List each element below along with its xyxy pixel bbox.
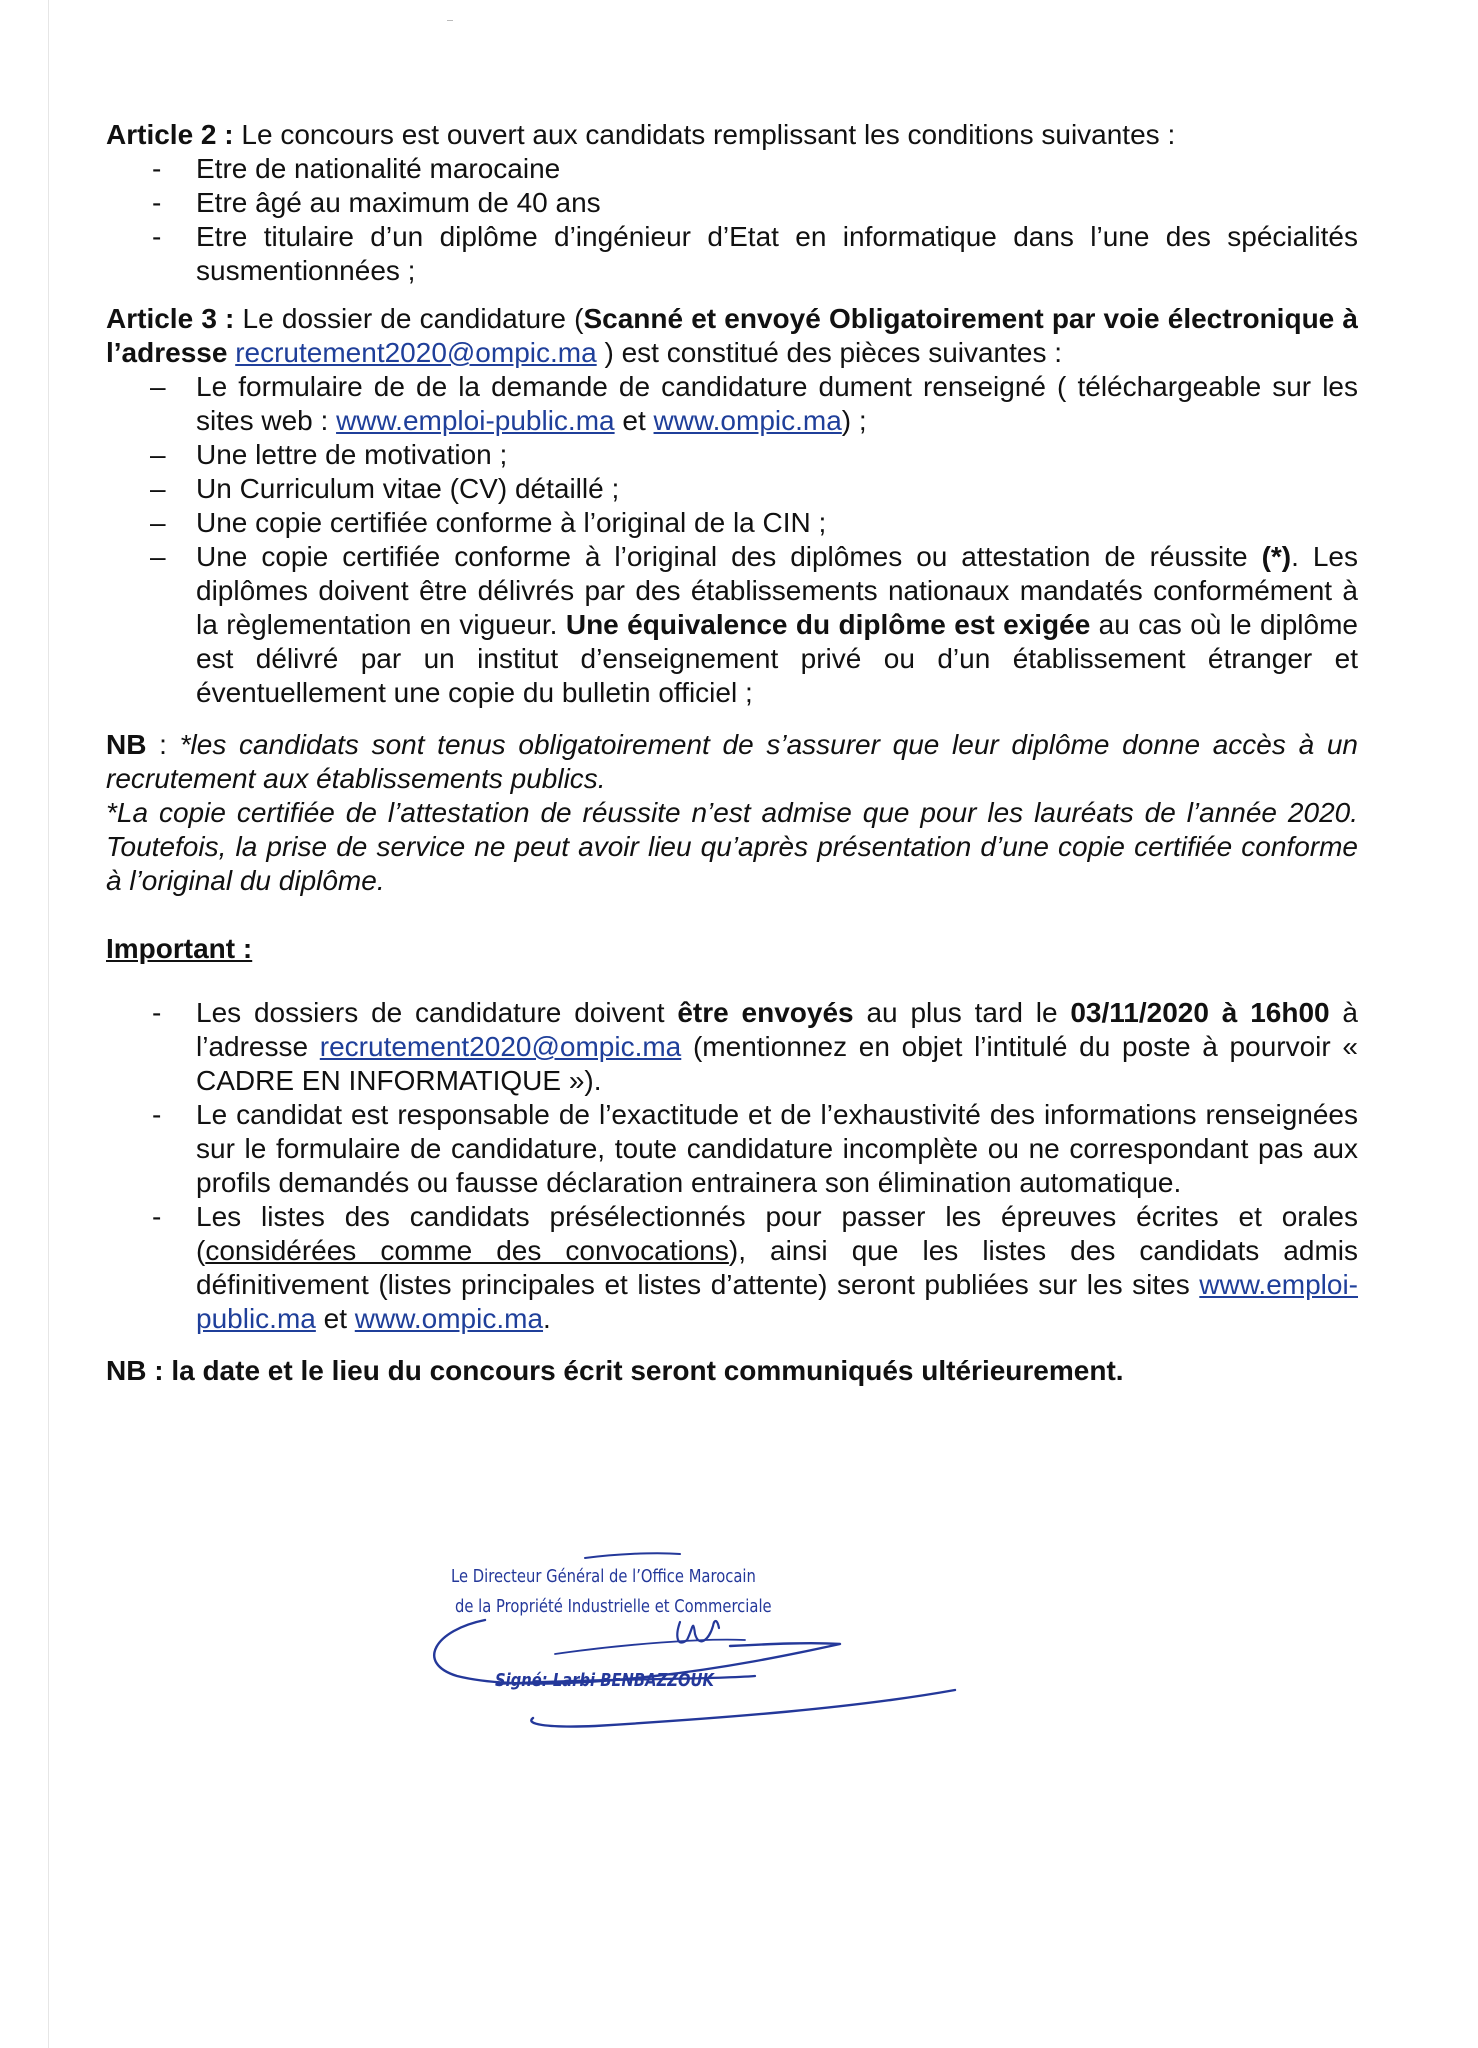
scan-speck xyxy=(447,20,453,21)
emploi-public-link[interactable]: www.emploi-public.ma xyxy=(196,1269,1358,1334)
emploi-public-link[interactable]: www.emploi-public.ma xyxy=(336,405,615,436)
signature-signed-name: Signé: Larbi BENBAZZOUK xyxy=(495,1670,714,1691)
nb-note-2: *La copie certifiée de l’attestation de réussite n’est admise que pour les lauréats de l’année 2020. Toutefois, la prise de service ne peut avoir lieu qu’après présentation d’une copie certifiée conforme à l’original du diplôme. xyxy=(106,797,1358,896)
punctuation: ) ; xyxy=(841,405,867,436)
deadline-bold-sent: être envoyés xyxy=(677,997,854,1028)
article-2-section xyxy=(106,118,1358,288)
bullet-dash: - xyxy=(152,997,162,1028)
bullet-dash: - xyxy=(152,221,162,252)
list-item xyxy=(106,472,1358,506)
equivalence-bold-text: Une équivalence du diplôme est exigée xyxy=(565,609,1091,640)
list-item xyxy=(106,220,1358,288)
deadline-text-2: au plus tard le xyxy=(853,997,1071,1028)
article-3-label: Article 3 : xyxy=(106,303,235,334)
nb-note-1-text: *les candidats sont tenus obligatoirement de s’assurer que leur diplôme donne accès à un recrutement aux établissements publics. xyxy=(106,729,1358,794)
bullet-dash: - xyxy=(152,1099,162,1130)
nb-separator: : xyxy=(146,729,180,760)
responsibility-text: Le candidat est responsable de l’exactitude et de l’exhaustivité des informations renseignées sur le formulaire de candidature, toute candidature incomplète ou ne correspondant pas aux profils demandés ou fausse déclaration entrainera son élimination automatique. xyxy=(196,1099,1358,1198)
article-3-intro xyxy=(106,302,1358,370)
nb-final-note: NB : la date et le lieu du concours écrit seront communiqués ultérieurement. xyxy=(106,1355,1124,1386)
conjunction: et xyxy=(614,405,654,436)
bullet-dash: – xyxy=(150,541,166,572)
email-link[interactable]: recrutement2020@ompic.ma xyxy=(319,1031,682,1062)
document-cin-copy: Une copie certifiée conforme à l’original de la CIN ; xyxy=(196,507,827,538)
condition-age: Etre âgé au maximum de 40 ans xyxy=(196,187,601,218)
diploma-text: . Les diplômes doivent être délivrés par des établissements nationaux mandatés conformément à la règlementation en vigueur. xyxy=(196,541,1359,640)
ompic-link[interactable]: www.ompic.ma xyxy=(653,405,842,436)
bullet-dash: - xyxy=(152,187,162,218)
article-3-text-end: ) est constitué des pièces suivantes : xyxy=(596,337,1063,368)
convocations-underlined: considérées comme des convocations xyxy=(205,1235,729,1266)
nb-note-1 xyxy=(106,728,1358,796)
important-heading: Important : xyxy=(106,933,253,964)
bullet-dash: - xyxy=(152,1201,162,1232)
bullet-dash: – xyxy=(150,507,166,538)
list-item xyxy=(106,1200,1358,1336)
signature-title-line-1: Le Directeur Général de l’Office Marocain xyxy=(451,1566,756,1587)
scan-edge-line xyxy=(48,0,49,2048)
important-list xyxy=(106,996,1358,1336)
nb-label: NB xyxy=(106,729,147,760)
article-2-intro-text: Le concours est ouvert aux candidats remplissant les conditions suivantes : xyxy=(233,119,1176,150)
article-2-intro xyxy=(106,118,1358,152)
deadline-text-end: (mentionnez en objet l’intitulé du poste à pourvoir « CADRE EN INFORMATIQUE »). xyxy=(196,1031,1358,1096)
bullet-dash: – xyxy=(150,371,166,402)
bullet-dash: – xyxy=(150,473,166,504)
signature-block xyxy=(425,1548,985,1738)
lists-text-2: ), ainsi que les listes des candidats admis définitivement (listes principales et listes d’attente) seront publiées sur les sites xyxy=(196,1235,1358,1300)
bullet-dash: – xyxy=(150,439,166,470)
document-diploma-copy: Une copie certifiée conforme à l’original des diplômes ou attestation de réussite xyxy=(196,541,1262,572)
deadline-date: 03/11/2020 à 16h00 xyxy=(1070,997,1330,1028)
list-item xyxy=(106,1098,1358,1200)
article-3-bold-text: Scanné et envoyé Obligatoirement par voie électronique à l’adresse xyxy=(106,303,1358,368)
list-item xyxy=(106,506,1358,540)
document-motivation-letter: Une lettre de motivation ; xyxy=(196,439,508,470)
asterisk-note: (*) xyxy=(1261,541,1292,572)
nb-notes-section xyxy=(106,728,1358,898)
article-3-documents-list xyxy=(106,370,1358,710)
ompic-link[interactable]: www.ompic.ma xyxy=(354,1303,544,1334)
article-2-conditions-list xyxy=(106,152,1358,288)
list-item xyxy=(106,540,1358,710)
article-3-section xyxy=(106,302,1358,710)
list-item xyxy=(106,996,1358,1098)
document-form-text: Le formulaire de de la demande de candidature dument renseigné ( téléchargeable sur les sites web : xyxy=(196,371,1358,436)
deadline-text-3: à l’adresse xyxy=(196,997,1358,1062)
condition-diploma: Etre titulaire d’un diplôme d’ingénieur d’Etat en informatique dans l’une des spécialités susmentionnées ; xyxy=(196,221,1358,286)
list-item xyxy=(106,370,1358,438)
diploma-text-end: au cas où le diplôme est délivré par un institut d’enseignement privé ou d’un établissement étranger et éventuellement une copie du bulletin officiel ; xyxy=(196,609,1358,708)
punctuation: . xyxy=(543,1303,551,1334)
list-item xyxy=(106,438,1358,472)
deadline-text: Les dossiers de candidature doivent xyxy=(196,997,678,1028)
signature-title-line-2: de la Propriété Industrielle et Commerciale xyxy=(455,1596,772,1617)
list-item xyxy=(106,186,1358,220)
list-item xyxy=(106,152,1358,186)
bullet-dash: - xyxy=(152,153,162,184)
document-cv: Un Curriculum vitae (CV) détaillé ; xyxy=(196,473,620,504)
document-page xyxy=(106,118,1358,1388)
lists-text: Les listes des candidats présélectionnés pour passer les épreuves écrites et orales ( xyxy=(196,1201,1358,1266)
condition-nationality: Etre de nationalité marocaine xyxy=(196,153,561,184)
article-2-label: Article 2 : xyxy=(106,119,234,150)
article-3-text: Le dossier de candidature ( xyxy=(234,303,584,334)
conjunction: et xyxy=(315,1303,355,1334)
email-link[interactable]: recrutement2020@ompic.ma xyxy=(235,337,597,368)
